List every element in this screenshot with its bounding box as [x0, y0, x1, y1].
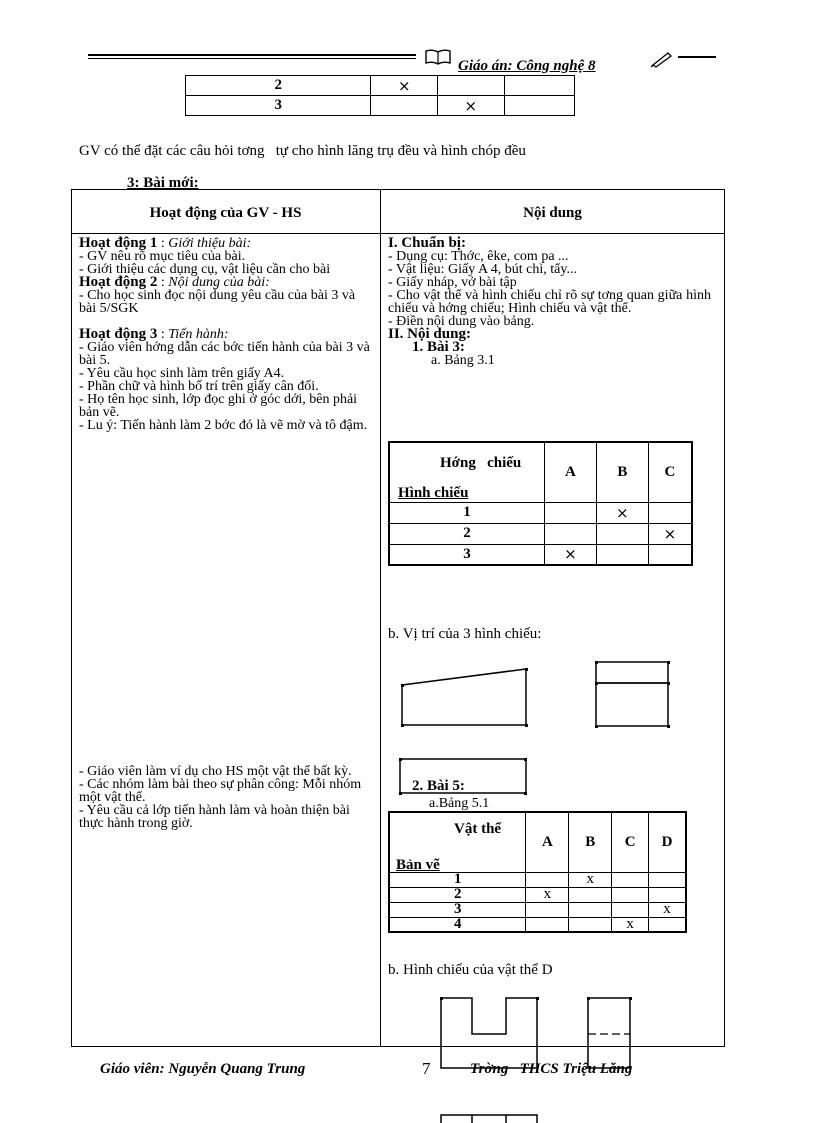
- header-rule-top: [88, 54, 416, 56]
- hd3-line: - Họ tên học sinh, lớp đọc ghi ở góc dới, bên phải bản vẽ.: [79, 392, 358, 420]
- table-row: [389, 887, 686, 902]
- table-row: [186, 96, 575, 116]
- cell-mark: [504, 96, 574, 116]
- cell-mark: ×: [648, 523, 692, 544]
- row-label: 3: [186, 96, 371, 116]
- cell-mark: ×: [438, 96, 505, 116]
- row-label: 1: [389, 502, 544, 523]
- table-row: [389, 502, 692, 523]
- s1-line: - Cho vật thể và hình chiếu chỉ rõ sự tơng quan giữa hình chiếu và hớng chiếu; Hình chiếu và vật thể.: [388, 288, 711, 316]
- later-line: - Yêu cầu cả lớp tiến hành làm và hoàn thiện bài thực hành trong giờ.: [79, 803, 350, 831]
- row-label: 2: [389, 887, 526, 902]
- intro-text: GV có thể đặt các câu hỏi tơng tự cho hình lăng trụ đều và hình chóp đều: [79, 143, 526, 159]
- corner-cell: [389, 812, 526, 872]
- col-header: D: [649, 812, 686, 872]
- col-header: C: [648, 442, 692, 502]
- table-row: [389, 544, 692, 565]
- corner-top: Hớng chiếu: [440, 455, 522, 471]
- object-d-projection: [436, 990, 646, 1123]
- book-icon: [424, 48, 452, 66]
- cell-mark: x: [649, 902, 686, 917]
- cell-mark: [649, 917, 686, 932]
- cell-mark: x: [612, 917, 649, 932]
- header-title: Giáo án: Công nghệ 8: [458, 58, 596, 74]
- hd3-line: - Lu ý: Tiến hành làm 2 bớc đó là vẽ mờ và tô đậm.: [79, 418, 368, 433]
- cell-mark: ×: [544, 544, 596, 565]
- cell-mark: [526, 917, 569, 932]
- cell-mark: [569, 902, 612, 917]
- corner-top: Vật thể: [454, 821, 502, 837]
- later-line: - Các nhóm làm bài theo sự phân công: Mỗi nhóm một vật thể.: [79, 777, 362, 805]
- table-row: [186, 76, 575, 96]
- s1-line: - Điền nội dung vào bảng.: [388, 314, 535, 329]
- cell-mark: [526, 902, 569, 917]
- hd3-title: Tiến hành:: [168, 327, 229, 342]
- pen-icon: [650, 50, 674, 68]
- s2-title: II. Nội dung:: [388, 326, 471, 342]
- footer-teacher: Giáo viên: Nguyễn Quang Trung: [100, 1061, 306, 1077]
- cell-mark: [371, 96, 438, 116]
- footer-school: Trờng THCS Triệu Lăng: [470, 1061, 633, 1077]
- row-label: 4: [389, 917, 526, 932]
- hd1-line: - GV nêu rõ mục tiêu của bài.: [79, 249, 246, 264]
- hd2-label: Hoạt động 2: [79, 274, 158, 290]
- hd1-title: Giới thiệu bài:: [168, 236, 252, 251]
- right-content: [388, 237, 711, 367]
- section-title: 3: Bài mới:: [127, 175, 199, 191]
- col-header: A: [544, 442, 596, 502]
- hd1-line: - Giới thiệu các dụng cụ, vật liệu cần cho bài: [79, 262, 331, 277]
- hd3-label: Hoạt động 3: [79, 326, 158, 342]
- row-label: 2: [389, 523, 544, 544]
- cell-mark: [612, 887, 649, 902]
- table-5-1: [388, 811, 687, 933]
- cell-mark: [569, 887, 612, 902]
- bang51-label: a.Bảng 5.1: [429, 796, 490, 811]
- table-row: [389, 812, 686, 872]
- cell-mark: [596, 523, 648, 544]
- cell-mark: [544, 523, 596, 544]
- col-left-header: Hoạt động của GV - HS: [149, 205, 302, 221]
- row-label: 2: [186, 76, 371, 96]
- hd1-label: Hoạt động 1: [79, 235, 158, 251]
- s1-line: - Dụng cụ: Thớc, êke, com pa ...: [388, 249, 569, 264]
- hd3-line: - Phần chữ và hình bố trí trên giấy cân đối.: [79, 379, 319, 394]
- cell-mark: [648, 502, 692, 523]
- col-header: B: [569, 812, 612, 872]
- footer-page-number: 7: [422, 1059, 431, 1078]
- hd3-line: - Giáo viên hớng dẫn các bớc tiến hành của bài 3 và bài 5.: [79, 340, 370, 368]
- s1-line: - Vật liệu: Giấy A 4, bút chì, tẩy...: [388, 262, 577, 277]
- hd3-line: - Yêu cầu học sinh làm trên giấy A4.: [79, 366, 285, 381]
- bai3-title: 1. Bài 3:: [412, 339, 465, 355]
- cell-mark: [612, 872, 649, 887]
- table-row: [389, 523, 692, 544]
- corner-bottom: Bản vẽ: [396, 857, 440, 873]
- s1-line: - Giấy nháp, vở bài tập: [388, 275, 517, 290]
- hd2-line: - Cho học sinh đọc nội dung yêu cầu của bài 3 và bài 5/SGK: [79, 288, 356, 316]
- cell-mark: [438, 76, 505, 96]
- col-right-header: Nội dung: [523, 205, 582, 221]
- col-header: B: [596, 442, 648, 502]
- cell-mark: x: [569, 872, 612, 887]
- header-rule-right: [678, 56, 716, 58]
- left-later-activities: [79, 765, 372, 830]
- row-label: 1: [389, 872, 526, 887]
- col-header: A: [526, 812, 569, 872]
- cell-mark: ×: [371, 76, 438, 96]
- table-row: [389, 917, 686, 932]
- cell-mark: [526, 872, 569, 887]
- cell-mark: [544, 502, 596, 523]
- corner-cell: [389, 442, 544, 502]
- table-3-1: [388, 441, 693, 566]
- main-table-divider: [380, 189, 381, 1046]
- col-header: C: [612, 812, 649, 872]
- cell-mark: [596, 544, 648, 565]
- hinhchieu-d-label: b. Hình chiếu của vật thể D: [388, 962, 553, 978]
- cell-mark: [504, 76, 574, 96]
- cell-mark: [648, 544, 692, 565]
- vitri-label: b. Vị trí của 3 hình chiếu:: [388, 626, 542, 642]
- later-line: - Giáo viên làm ví dụ cho HS một vật thể bất kỳ.: [79, 764, 352, 779]
- hd2-title: Nội dung của bài:: [168, 275, 270, 290]
- corner-bottom: Hình chiếu: [398, 485, 469, 501]
- s1-title: I. Chuẩn bị:: [388, 235, 466, 251]
- main-table-header-rule: [71, 233, 724, 234]
- bai5-title: 2. Bài 5:: [412, 778, 465, 794]
- row-label: 3: [389, 902, 526, 917]
- cell-mark: [649, 872, 686, 887]
- table-row: [389, 442, 692, 502]
- table-row: [389, 902, 686, 917]
- cell-mark: x: [526, 887, 569, 902]
- top-continuation-table: [185, 75, 575, 116]
- cell-mark: ×: [596, 502, 648, 523]
- row-label: 3: [389, 544, 544, 565]
- cell-mark: [569, 917, 612, 932]
- header-rule-bottom: [88, 58, 416, 59]
- cell-mark: [612, 902, 649, 917]
- table-row: [389, 872, 686, 887]
- left-activities: Hoạt động 1 : Giới thiệu bài: - GV nêu rõ mục tiêu của bài. - Giới thiệu các dụng cụ, vật liệu cần cho bài Hoạt động 2 : Nội dung của bài: - Cho học sinh đọc nội dung yêu cầu của bài 3 và bài 5/SGK Hoạt động 3 : Tiến hành: - Giáo viên hớng dẫn các bớc tiến hành của bài 3 và bài 5. - Yêu cầu học sinh làm trên giấy A4. - Phần chữ và hình bố trí trên giấy cân đối. - Họ tên học sinh, lớp đọc ghi ở góc dới, bên phải bản vẽ. - Lu ý: Tiến hành làm 2 bớc đó là vẽ mờ và tô đậm.: [79, 237, 372, 432]
- bang31-label: a. Bảng 3.1: [431, 353, 495, 368]
- cell-mark: [649, 887, 686, 902]
